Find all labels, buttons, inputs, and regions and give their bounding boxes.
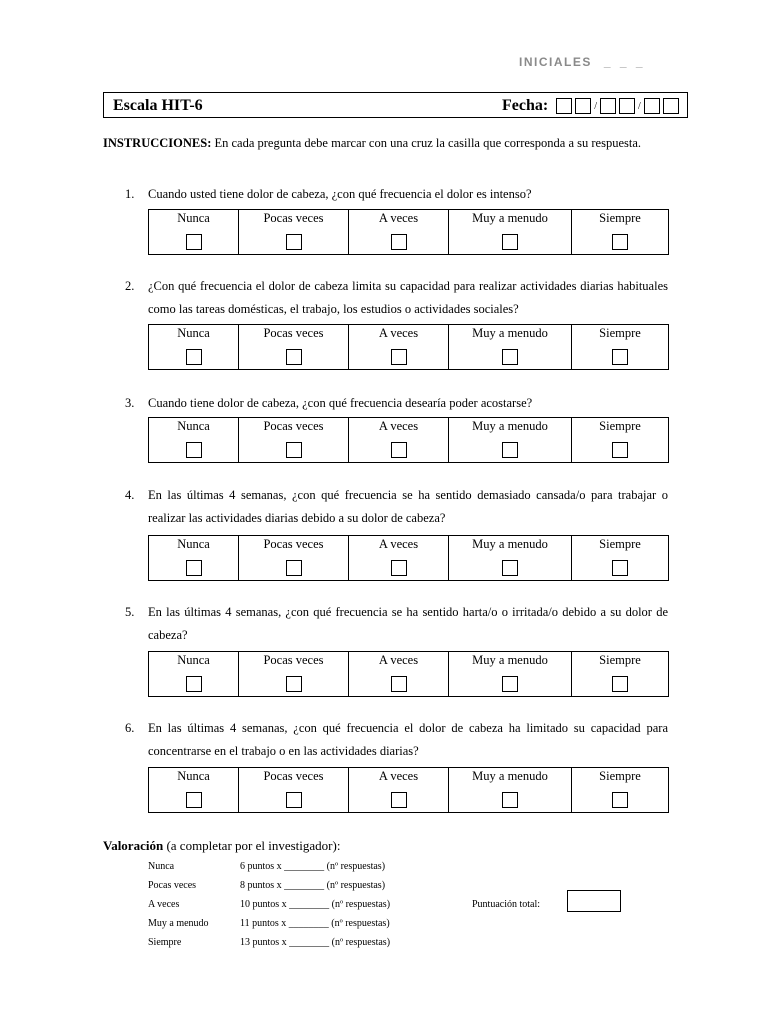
answer-option-cell bbox=[239, 325, 349, 370]
answer-option-label: A veces bbox=[378, 211, 419, 225]
date-separator: / bbox=[637, 101, 641, 112]
answer-option-cell bbox=[449, 210, 572, 255]
answer-checkbox[interactable] bbox=[286, 349, 302, 365]
total-score-box[interactable] bbox=[567, 890, 621, 912]
date-label: Fecha: bbox=[502, 97, 549, 114]
title-box bbox=[103, 92, 688, 118]
answer-option-cell bbox=[449, 768, 572, 813]
answer-checkbox[interactable] bbox=[502, 349, 518, 365]
valuation-label: Siempre bbox=[148, 937, 182, 948]
answer-option-label: Pocas veces bbox=[263, 211, 324, 225]
answer-checkbox[interactable] bbox=[186, 349, 202, 365]
answer-option-label: Siempre bbox=[599, 211, 641, 225]
answer-option-label: Muy a menudo bbox=[472, 769, 548, 783]
question-number: 4. bbox=[125, 488, 135, 502]
answer-checkbox[interactable] bbox=[502, 560, 518, 576]
answer-checkbox[interactable] bbox=[612, 792, 628, 808]
answer-option-label: Pocas veces bbox=[263, 653, 324, 667]
answer-checkbox[interactable] bbox=[502, 792, 518, 808]
answer-checkbox[interactable] bbox=[502, 676, 518, 692]
answer-option-label: Pocas veces bbox=[263, 769, 324, 783]
answer-option-cell bbox=[572, 325, 669, 370]
answer-option-cell bbox=[239, 768, 349, 813]
answer-option-cell bbox=[239, 210, 349, 255]
valuation-points: 6 puntos x ________ (nº respuestas) bbox=[240, 861, 386, 872]
question-text: Cuando tiene dolor de cabeza, ¿con qué frecuencia desearía poder acostarse? bbox=[148, 396, 533, 410]
answer-option-label: Muy a menudo bbox=[472, 419, 548, 433]
answer-checkbox[interactable] bbox=[286, 676, 302, 692]
answer-option-label: Muy a menudo bbox=[472, 326, 548, 340]
answer-option-cell bbox=[449, 536, 572, 581]
valuation-points: 10 puntos x ________ (nº respuestas) bbox=[240, 899, 391, 910]
answer-option-label: Muy a menudo bbox=[472, 537, 548, 551]
answer-option-cell bbox=[572, 536, 669, 581]
answer-option-cell bbox=[149, 768, 239, 813]
initials-label: INICIALES bbox=[519, 55, 592, 69]
answer-option-label: Siempre bbox=[599, 537, 641, 551]
answer-option-label: Nunca bbox=[177, 653, 210, 667]
answer-option-cell bbox=[572, 418, 669, 463]
answer-option-label: A veces bbox=[378, 419, 419, 433]
instructions-label: INSTRUCCIONES: bbox=[103, 136, 212, 150]
date-field bbox=[502, 97, 679, 115]
answer-checkbox[interactable] bbox=[391, 560, 407, 576]
answer-option-cell bbox=[572, 652, 669, 697]
answer-option-label: Pocas veces bbox=[263, 537, 324, 551]
answer-checkbox[interactable] bbox=[286, 560, 302, 576]
date-year-digit-1[interactable] bbox=[644, 98, 660, 114]
date-year-digit-2[interactable] bbox=[663, 98, 679, 114]
valuation-points: 8 puntos x ________ (nº respuestas) bbox=[240, 880, 386, 891]
answer-option-label: Siempre bbox=[599, 769, 641, 783]
valuation-subtitle: (a completar por el investigador): bbox=[163, 838, 341, 853]
valuation-heading bbox=[103, 838, 340, 854]
answer-option-label: A veces bbox=[378, 769, 419, 783]
valuation-points: 13 puntos x ________ (nº respuestas) bbox=[240, 937, 391, 948]
answer-option-label: A veces bbox=[378, 653, 419, 667]
answer-checkbox[interactable] bbox=[502, 234, 518, 250]
answer-option-cell bbox=[149, 210, 239, 255]
question-number: 1. bbox=[125, 187, 135, 201]
valuation-label: Pocas veces bbox=[148, 880, 197, 891]
answer-option-label: Pocas veces bbox=[263, 419, 324, 433]
answer-option-cell bbox=[149, 418, 239, 463]
question-text: En las últimas 4 semanas, ¿con qué frecuencia el dolor de cabeza ha limitado su capacidad para concentrarse en el trabajo o en las actividades diarias? bbox=[148, 721, 668, 758]
answer-checkbox[interactable] bbox=[391, 349, 407, 365]
answer-option-label: Muy a menudo bbox=[472, 211, 548, 225]
answer-option-cell bbox=[149, 536, 239, 581]
valuation-title: Valoración bbox=[103, 838, 164, 853]
answer-option-cell bbox=[349, 210, 449, 255]
answer-checkbox[interactable] bbox=[391, 792, 407, 808]
answer-option-cell bbox=[239, 418, 349, 463]
answer-checkbox[interactable] bbox=[186, 560, 202, 576]
date-separator: / bbox=[594, 101, 597, 112]
answer-options-table bbox=[148, 417, 669, 463]
total-score-label: Puntuación total: bbox=[472, 899, 541, 910]
answer-option-label: Pocas veces bbox=[263, 326, 324, 340]
answer-checkbox[interactable] bbox=[612, 676, 628, 692]
valuation-points: 11 puntos x ________ (nº respuestas) bbox=[240, 918, 390, 929]
answer-option-label: Nunca bbox=[177, 769, 210, 783]
question-number: 5. bbox=[125, 605, 135, 619]
date-day-digit-1[interactable] bbox=[556, 98, 572, 114]
valuation-label: Nunca bbox=[148, 861, 175, 872]
answer-option-cell bbox=[349, 768, 449, 813]
question-number: 2. bbox=[125, 279, 135, 293]
answer-checkbox[interactable] bbox=[391, 234, 407, 250]
answer-option-label: Siempre bbox=[599, 653, 641, 667]
answer-option-cell bbox=[149, 325, 239, 370]
answer-option-cell bbox=[349, 536, 449, 581]
answer-checkbox[interactable] bbox=[286, 792, 302, 808]
answer-options-table bbox=[148, 324, 669, 370]
answer-checkbox[interactable] bbox=[286, 234, 302, 250]
answer-option-label: Nunca bbox=[177, 211, 210, 225]
answer-checkbox[interactable] bbox=[612, 349, 628, 365]
answer-option-label: A veces bbox=[378, 537, 419, 551]
answer-checkbox[interactable] bbox=[502, 442, 518, 458]
answer-checkbox[interactable] bbox=[612, 442, 628, 458]
answer-checkbox[interactable] bbox=[286, 442, 302, 458]
answer-option-cell bbox=[349, 652, 449, 697]
answer-checkbox[interactable] bbox=[186, 676, 202, 692]
answer-option-label: A veces bbox=[378, 326, 419, 340]
answer-option-label: Nunca bbox=[177, 326, 210, 340]
question-number: 3. bbox=[125, 396, 135, 410]
answer-option-cell bbox=[349, 418, 449, 463]
answer-option-cell bbox=[572, 768, 669, 813]
answer-options-table bbox=[148, 209, 669, 255]
answer-options-table bbox=[148, 535, 669, 581]
answer-option-label: Siempre bbox=[599, 419, 641, 433]
answer-options-table bbox=[148, 767, 669, 813]
answer-option-cell bbox=[449, 325, 572, 370]
answer-option-cell bbox=[239, 652, 349, 697]
answer-checkbox[interactable] bbox=[186, 792, 202, 808]
valuation-label: A veces bbox=[148, 899, 180, 910]
answer-option-cell bbox=[239, 536, 349, 581]
answer-checkbox[interactable] bbox=[391, 442, 407, 458]
answer-option-cell bbox=[149, 652, 239, 697]
answer-checkbox[interactable] bbox=[391, 676, 407, 692]
answer-option-cell bbox=[572, 210, 669, 255]
answer-options-table bbox=[148, 651, 669, 697]
question-text: ¿Con qué frecuencia el dolor de cabeza limita su capacidad para realizar actividades diarias habituales como las tareas domésticas, el trabajo, los estudios o actividades sociales? bbox=[148, 279, 668, 316]
answer-option-label: Muy a menudo bbox=[472, 653, 548, 667]
answer-option-cell bbox=[349, 325, 449, 370]
instructions bbox=[103, 136, 668, 151]
instructions-text: En cada pregunta debe marcar con una cruz la casilla que corresponda a su respuesta. bbox=[211, 136, 642, 150]
question-text: En las últimas 4 semanas, ¿con qué frecuencia se ha sentido harta/o o irritada/o debido a su dolor de cabeza? bbox=[148, 605, 668, 642]
answer-checkbox[interactable] bbox=[186, 234, 202, 250]
question-text: En las últimas 4 semanas, ¿con qué frecuencia se ha sentido demasiado cansada/o para trabajar o realizar las actividades diarias debido a su dolor de cabeza? bbox=[148, 488, 668, 525]
answer-option-label: Nunca bbox=[177, 537, 210, 551]
valuation-label: Muy a menudo bbox=[148, 918, 209, 929]
initials-blanks[interactable]: _ _ _ bbox=[603, 55, 646, 69]
date-month-digit-2[interactable] bbox=[619, 98, 635, 114]
date-month-digit-1[interactable] bbox=[600, 98, 616, 114]
date-day-digit-2[interactable] bbox=[575, 98, 591, 114]
initials-field bbox=[519, 55, 646, 69]
answer-checkbox[interactable] bbox=[186, 442, 202, 458]
answer-checkbox[interactable] bbox=[612, 560, 628, 576]
question-text: Cuando usted tiene dolor de cabeza, ¿con qué frecuencia el dolor es intenso? bbox=[148, 187, 532, 201]
form-title: Escala HIT-6 bbox=[113, 97, 203, 114]
answer-option-label: Nunca bbox=[177, 419, 210, 433]
answer-option-label: Siempre bbox=[599, 326, 641, 340]
question-number: 6. bbox=[125, 721, 135, 735]
answer-option-cell bbox=[449, 652, 572, 697]
answer-checkbox[interactable] bbox=[612, 234, 628, 250]
answer-option-cell bbox=[449, 418, 572, 463]
